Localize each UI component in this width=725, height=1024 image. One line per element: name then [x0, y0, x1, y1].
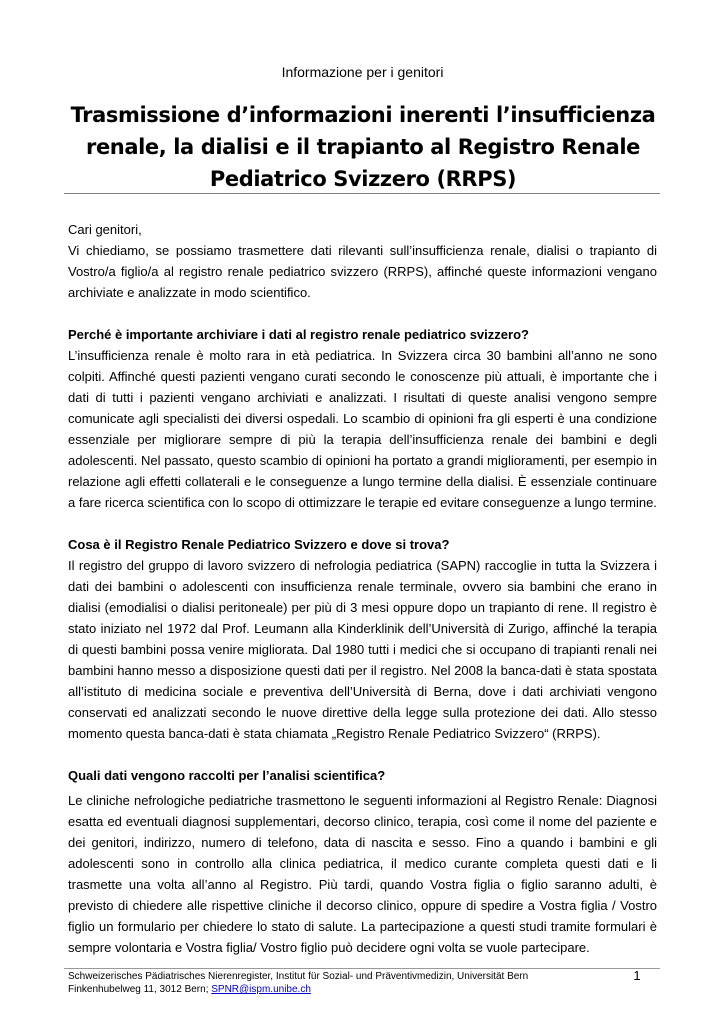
section-text-data: Le cliniche nefrologiche pediatriche trasmettono le seguenti informazioni al Registro Renale: Diagnosi esatta ed eventuali diagnosi supplementari, decorso clinico, terapia, così come il nome del paziente e dei genitori, indirizzo, numero di telefono, data di nascita e sesso. Fino a quando i bambini e gli adolescenti sono in controllo alla clinica pediatrica, il medico curante completa questi dati e li trasmette una volta all’anno al Registro. Più tardi, quando Vostra figlia o figlio saranno adulti, è previsto di chiedere alle rispettive cliniche il decorso clinico, oppure di spedire a Vostra figlia / Vostro figlio un formulario per chiedere lo stato di salute. La partecipazione a questi studi tramite formulari è sempre volontaria e Vostra figlia/ Vostro figlio può decidere ogni volta se vuole partecipare. — [68, 793, 657, 955]
document-title: Trasmissione d’informazioni inerenti l’insufficienza renale, la dialisi e il trapianto al Registro Renale Pediatrico Svizzero (RRPS) — [70, 103, 656, 191]
section-text-why: L’insufficienza renale è molto rara in età pediatrica. In Svizzera circa 30 bambini all’anno ne sono colpiti. Affinché questi pazienti vengano curati secondo le conoscenze più attuali, è importante che i dati di tutti i pazienti vengano archiviati e analizzati. I risultati di queste analisi vengono sempre comunicate agli specialisti dei diversi ospedali. Lo scambio di opinioni fra gli esperti è una condizione essenziale per migliorare sempre di più la terapia dell’insufficienza renale dei bambini e degli adolescenti. Nel passato, questo scambio di opinioni ha portato a grandi miglioramenti, per esempio in relazione agli effetti collaterali e le conseguenze a lungo termine della dialisi. È essenziale continuare a fare ricerca scientifica con lo scopo di ottimizzare le terapie ed evitare conseguenze a lungo termine. — [68, 348, 657, 510]
intro-paragraph: Vi chiediamo, se possiamo trasmettere dati rilevanti sull’insufficienza renale, dialisi o trapianto di Vostro/a figlio/a al registro renale pediatrico svizzero (RRPS), affinché queste informazioni vengano archiviate e analizzate in modo scientifico. — [68, 243, 657, 300]
footer-institution: Schweizerisches Pädiatrisches Nierenregister, Institut für Sozial- und Präventivmedizin, Universität Bern — [68, 971, 529, 982]
document-body — [68, 219, 657, 958]
footer-divider — [64, 968, 660, 969]
header-kicker: Informazione per i genitori — [281, 64, 444, 80]
title-divider — [64, 193, 660, 194]
page-number: 1 — [633, 968, 641, 983]
section-heading-data: Quali dati vengono raccolti per l’analisi scientifica? — [68, 768, 386, 783]
footer — [68, 970, 658, 996]
section-heading-why: Perché è importante archiviare i dati al registro renale pediatrico svizzero? — [68, 327, 529, 342]
footer-address-text: Finkenhubelweg 11, 3012 Bern; — [68, 984, 212, 995]
section-text-what: Il registro del gruppo di lavoro svizzero di nefrologia pediatrica (SAPN) raccoglie in tutta la Svizzera i dati dei bambini o adolescenti con insufficienza renale terminale, ovvero sia bambini che erano in dialisi (emodialisi o dialisi peritoneale) per più di 3 mesi oppure dopo un trapianto di rene. Il registro è stato iniziato nel 1972 dal Prof. Leumann alla Kinderklinik dell’Università di Zurigo, affinché la terapia di questi bambini possa venire migliorata. Dal 1980 tutti i medici che si occupano di trapianti renali nei bambini hanno messo a disposizione questi dati per il registro. Nel 2008 la banca-dati è stata spostata all’istituto di medicina sociale e preventiva dell’Università di Berna, dove i dati archiviati vengono conservati ed analizzati secondo le nuove direttive della legge sulla protezione dei dati. Allo stesso momento questa banca-dati è stata chiamata „Registro Renale Pediatrico Svizzero“ (RRPS). — [68, 558, 657, 741]
footer-email-link[interactable]: SPNR@ispm.unibe.ch — [211, 984, 311, 995]
greeting: Cari genitori, — [68, 222, 142, 237]
section-heading-what: Cosa è il Registro Renale Pediatrico Svizzero e dove si trova? — [68, 537, 450, 552]
footer-address — [68, 983, 658, 996]
